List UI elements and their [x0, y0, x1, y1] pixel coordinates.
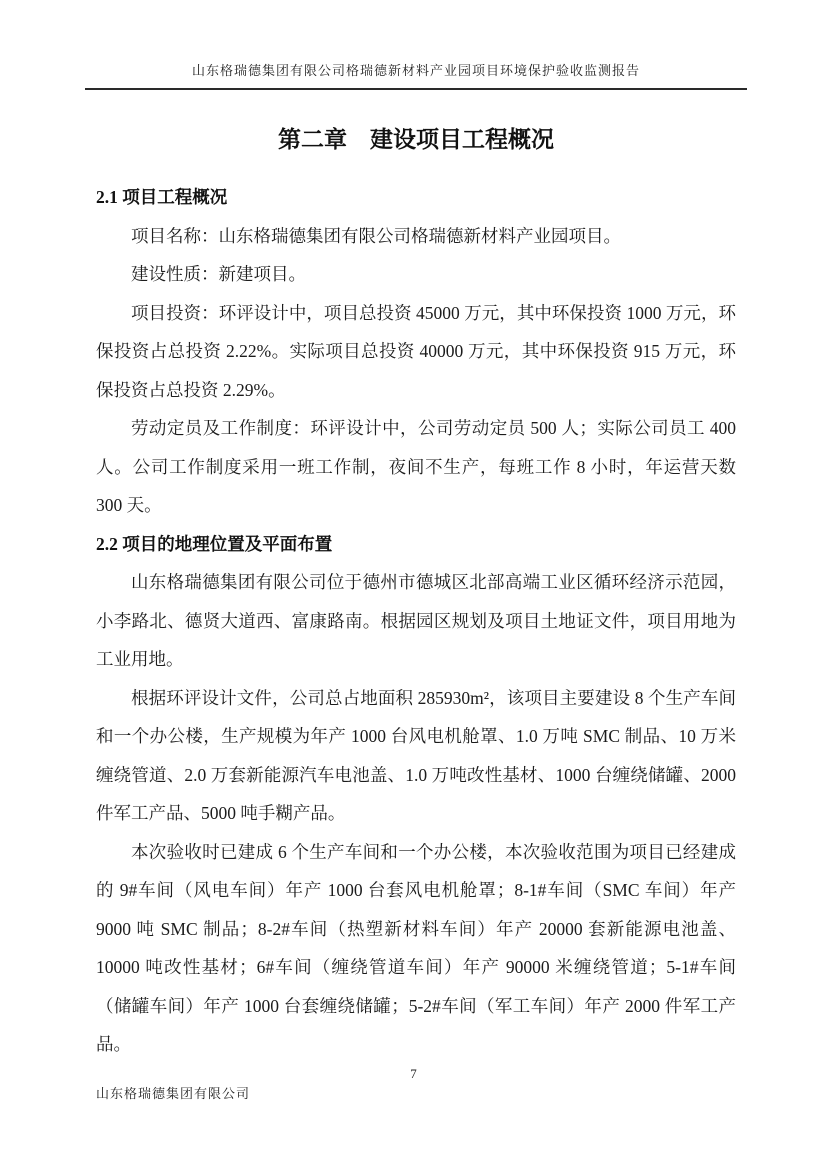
- header-divider: [85, 88, 747, 90]
- paragraph-staffing-schedule: 劳动定员及工作制度：环评设计中，公司劳动定员 500 人；实际公司员工 400 人。公司工作制度采用一班工作制，夜间不生产，每班工作 8 小时，年运营天数 300 天。: [96, 418, 736, 515]
- paragraph-project-name: 项目名称：山东格瑞德集团有限公司格瑞德新材料产业园项目。: [131, 225, 621, 246]
- section-heading-2-1: 2.1 项目工程概况: [96, 187, 228, 207]
- paragraph-construction-nature: 建设性质：新建项目。: [131, 264, 306, 284]
- paragraph-location: 山东格瑞德集团有限公司位于德州市德城区北部高端工业区循环经济示范园，小李路北、德贤大道西、富康路南。根据园区规划及项目土地证文件，项目用地为工业用地。: [96, 572, 736, 669]
- footer-company-name: 山东格瑞德集团有限公司: [96, 1086, 251, 1101]
- paragraph-project-investment: 项目投资：环评设计中，项目总投资 45000 万元，其中环保投资 1000 万元，环保投资占总投资 2.22%。实际项目总投资 40000 万元，其中环保投资 915 万元，环保投资占总投资 2.29%。: [96, 302, 736, 400]
- paragraph-design-scale: 根据环评设计文件，公司总占地面积 285930m²，该项目主要建设 8 个生产车间和一个办公楼，生产规模为年产 1000 台风电机舱罩、1.0 万吨 SMC 制品、10 万米缠绕管道、2.0 万套新能源汽车电池盖、1.0 万吨改性基材、1000 台缠绕储罐、2000 件军工产品、5000 吨手糊产品。: [96, 687, 736, 823]
- chapter-title: 第二章 建设项目工程概况: [278, 127, 554, 152]
- paragraph-acceptance-scope: 本次验收时已建成 6 个生产车间和一个办公楼，本次验收范围为项目已经建成的 9#车间（风电车间）年产 1000 台套风电机舱罩；8-1#车间（SMC 车间）年产 9000 吨 SMC 制品；8-2#车间（热塑新材料车间）年产 20000 套新能源电池盖、10000 吨改性基材；6#车间（缠绕管道车间）年产 90000 米缠绕管道；5-1#车间（储罐车间）年产 1000 台套缠绕储罐；5-2#车间（军工车间）年产 2000 件军工产品。: [96, 841, 736, 1054]
- running-header: 山东格瑞德集团有限公司格瑞德新材料产业园项目环境保护验收监测报告: [191, 63, 640, 78]
- section-heading-2-2: 2.2 项目的地理位置及平面布置: [96, 533, 333, 554]
- page-number: 7: [410, 1066, 417, 1081]
